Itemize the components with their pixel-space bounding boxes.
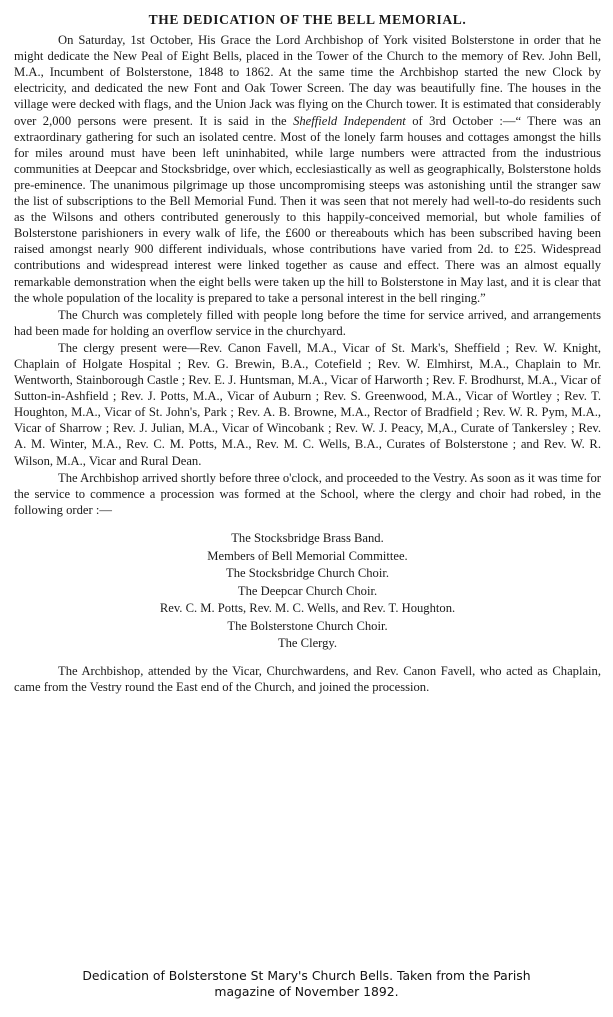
paragraph-procession-joined: The Archbishop, attended by the Vicar, Churchwardens, and Rev. Canon Favell, who acted as Chaplain, came from the Vestry round the East end of the Church, and joined the procession. xyxy=(14,664,601,695)
paragraph-archbishop-arrival: The Archbishop arrived shortly before three o'clock, and proceeded to the Vestry. As soon as it was time for the service to commence a procession was formed at the School, where the clergy and choir had robed, in the following order :— xyxy=(14,470,601,517)
newspaper-source: Sheffield Independent xyxy=(293,113,406,128)
procession-item: The Stocksbridge Church Choir. xyxy=(226,566,389,581)
procession-item: The Bolsterstone Church Choir. xyxy=(227,618,388,633)
procession-item: The Clergy. xyxy=(277,636,338,651)
paragraph-visit-text-a: On Saturday, 1st October, His Grace the Lord Archbishop of York visited Bolsterstone in order that he might dedicate the New Peal of Eight Bells, placed in the Tower of the Church to the memory of Rev. John Bell, M.A., Incumbent of Bolsterstone, 1848 to 1862. At the same time the Archbishop started the new Clock by electricity, and dedicated the new Font and Oak Tower Screen. The day was beautifully fine. The houses in the village were decked with flags, and the Union Jack was flying on the Church tower. It is estimated that considerably over 2,000 persons were present. It is said in the xyxy=(14,33,601,128)
article-title: THE DEDICATION OF THE BELL MEMORIAL. xyxy=(148,12,467,27)
paragraph-visit-text-b: of 3rd October :—“ There was an extraordinary gathering for such an isolated centre. Most of the lonely farm houses and cottages amongst the hills for miles around must have been left uninhabited, while large numbers were attracted from the industrious communities at Deepcar and Stocksbridge, over which, ecclesiastically as well as geographically, Bolsterstone holds pre-eminence. The unanimous pilgrimage up those uncompromising steeps was astonishing until the stranger saw the list of subscriptions to the Bell Memorial Fund. Then it was seen that not merely had well-to-do residents such as the Wilsons and others contributed generously to this happily-conceived memorial, but whole families of Bolsterstone parishioners in every walk of life, the £600 or thereabouts which has been subscribed having been raised amongst nearly 900 different individuals, whose contributions have varied from 2d. to £25. Widespread contributions and widespread interest were linked together as cause and effect. There was an almost equally remarkable demonstration when the eight bells were taken up the hill to Bolsterstone in May last, and it is clear that the whole population of the locality is prepared to take a personal interest in the bell ringing.” xyxy=(14,113,601,305)
procession-order-list xyxy=(14,530,601,653)
newspaper-clipping xyxy=(14,12,601,695)
procession-item: The Stocksbridge Brass Band. xyxy=(231,530,384,545)
paragraph-church-filled: The Church was completely filled with people long before the time for service arrived, and arrangements had been made for holding an overflow service in the churchyard. xyxy=(14,307,601,338)
paragraph-clergy-list: The clergy present were—Rev. Canon Favell, M.A., Vicar of St. Mark's, Sheffield ; Rev. W. Knight, Chaplain of Holgate Hospital ; Rev. G. Brewin, B.A., Cotefield ; Rev. W. Elmhirst, M.A., Chaplain to Mr. Wentworth, Stainborough Castle ; Rev. E. J. Huntsman, M.A., Vicar of Harworth ; Rev. F. Brodhurst, M.A., Vicar of Sutton-in-Ashfield ; Rev. J. Potts, M.A., Vicar of Auburn ; Rev. S. Greenwood, M.A., Vicar of Wortley ; Rev. T. Houghton, M.A., Vicar of St. John's, Park ; Rev. A. B. Browne, M.A., Rector of Bradfield ; Rev. W. R. Pym, M.A., Vicar of Sharrow ; Rev. J. Julian, M.A., Vicar of Wincobank ; Rev. W. J. Peacy, M,A., Curate of Tankersley ; Rev. A. M. Winter, M.A., Rev. C. M. Potts, M.A., Rev. M. C. Wells, B.A., Curates of Bolsterstone ; and Rev. W. R. Wilson, M.A., Vicar and Rural Dean. xyxy=(14,340,601,468)
procession-item: Rev. C. M. Potts, Rev. M. C. Wells, and Rev. T. Houghton. xyxy=(159,601,456,616)
caption-line-2: magazine of November 1892. xyxy=(214,984,399,999)
procession-item: The Deepcar Church Choir. xyxy=(237,583,378,598)
procession-item: Members of Bell Memorial Committee. xyxy=(207,548,408,563)
caption-line-1: Dedication of Bolsterstone St Mary's Church Bells. Taken from the Parish xyxy=(82,968,531,983)
paragraph-visit xyxy=(14,32,601,306)
image-caption xyxy=(0,968,613,1000)
